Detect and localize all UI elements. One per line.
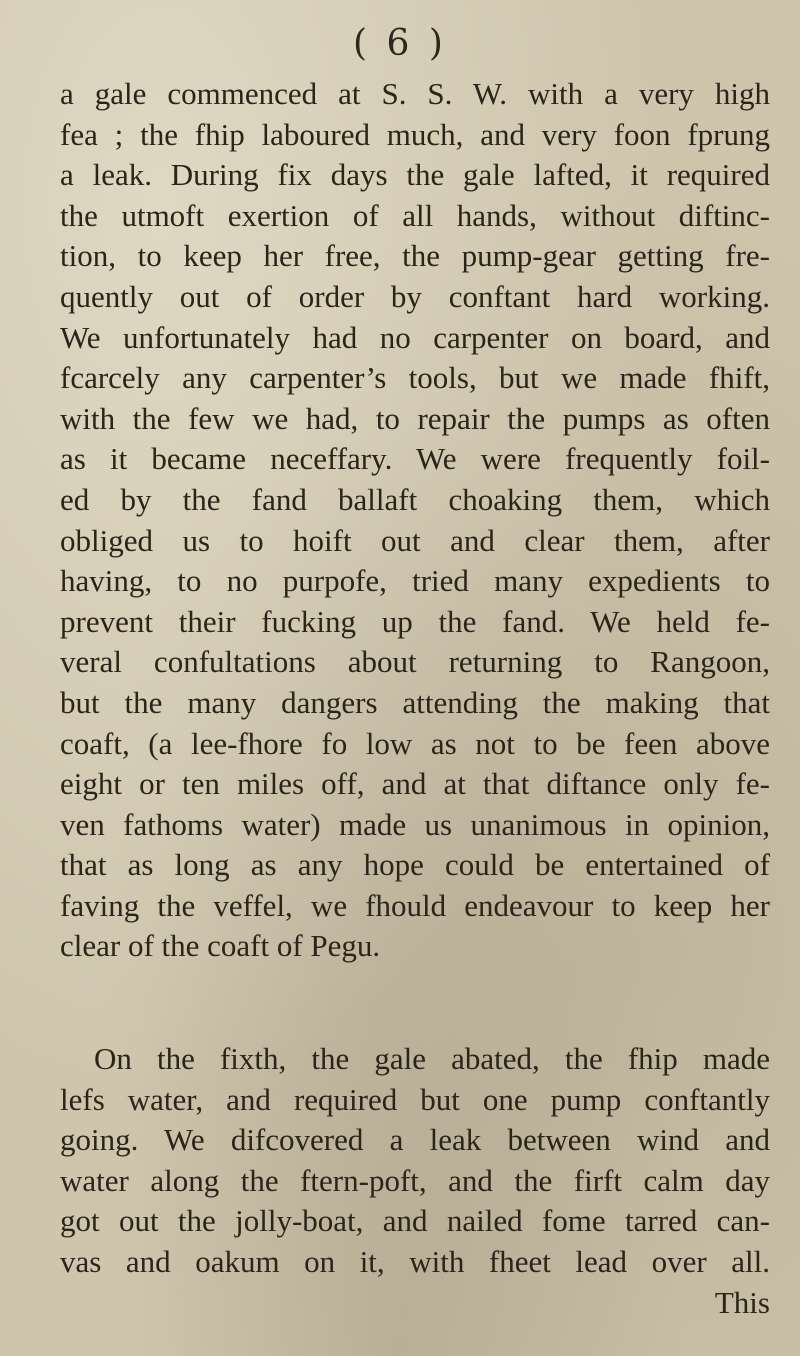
text-line: got out the jolly-boat, and nailed fome tarred can- bbox=[60, 1203, 770, 1239]
text-line: as it became neceffary. We were frequently foil- bbox=[60, 441, 770, 477]
paragraph-2 bbox=[60, 1039, 770, 1283]
text-line: that as long as any hope could be entertained of bbox=[60, 847, 770, 883]
text-line: tion, to keep her free, the pump-gear getting fre- bbox=[60, 238, 770, 274]
text-line: going. We difcovered a leak between wind and bbox=[60, 1122, 770, 1158]
text-line: a gale commenced at S. S. W. with a very high bbox=[60, 76, 770, 111]
text-line: fcarcely any carpenter’s tools, but we made fhift, bbox=[60, 360, 770, 396]
page-text bbox=[60, 74, 770, 1323]
text-line: prevent their fucking up the fand. We held fe- bbox=[60, 603, 770, 639]
page-number: ( 6 ) bbox=[353, 23, 447, 64]
text-line: vas and oakum on it, with fheet lead over all. bbox=[60, 1244, 770, 1280]
text-line: quently out of order by conftant hard working. bbox=[60, 278, 770, 314]
paragraph-1 bbox=[60, 74, 770, 967]
catchword: This bbox=[714, 1284, 770, 1320]
text-line: fea ; the fhip laboured much, and very foon fprung bbox=[60, 116, 770, 152]
text-line: On the fixth, the gale abated, the fhip made bbox=[94, 1041, 770, 1077]
text-line: obliged us to hoift out and clear them, after bbox=[60, 522, 770, 558]
text-line: having, to no purpofe, tried many expedients to bbox=[60, 563, 770, 599]
text-line: eight or ten miles off, and at that diftance only fe- bbox=[60, 766, 770, 802]
text-line: faving the veffel, we fhould endeavour to keep her bbox=[60, 887, 770, 923]
text-line: lefs water, and required but one pump conftantly bbox=[60, 1081, 770, 1117]
text-line: coaft, (a lee-fhore fo low as not to be feen above bbox=[60, 725, 770, 761]
text-line: with the few we had, to repair the pumps as often bbox=[60, 400, 770, 436]
text-line: ed by the fand ballaft choaking them, which bbox=[60, 481, 770, 517]
text-line: water along the ftern-poft, and the firft calm day bbox=[60, 1162, 770, 1198]
paragraph-gap bbox=[60, 967, 770, 1039]
text-line: We unfortunately had no carpenter on board, and bbox=[60, 319, 770, 355]
text-line: the utmoft exertion of all hands, without diftinc- bbox=[60, 197, 770, 233]
text-line: ven fathoms water) made us unanimous in opinion, bbox=[60, 806, 770, 842]
text-line: a leak. During fix days the gale lafted, it required bbox=[60, 157, 770, 193]
text-line: clear of the coaft of Pegu. bbox=[60, 928, 381, 964]
text-line: but the many dangers attending the making that bbox=[60, 684, 770, 720]
text-line: veral confultations about returning to Rangoon, bbox=[60, 644, 770, 680]
